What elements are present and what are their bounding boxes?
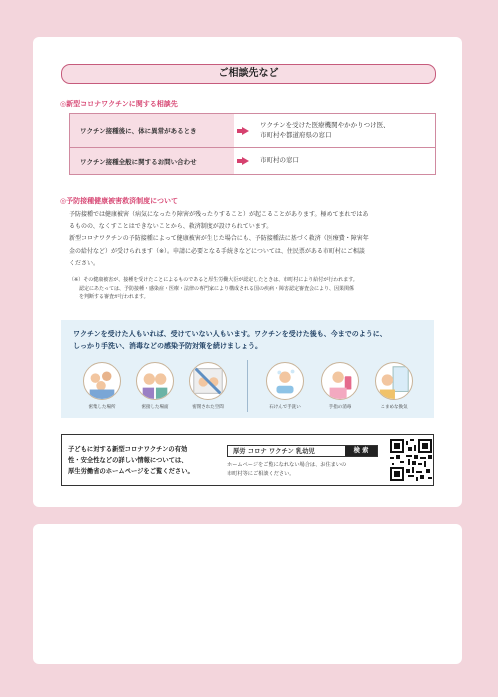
row-value: 市町村の窓口: [260, 156, 299, 165]
caption: こまめな換気: [380, 405, 408, 410]
close-contact-icon: [136, 362, 174, 400]
note-line: （※）その健康被害が、接種を受けたことによるものであると厚生労働大臣が認定したときは、市町村により給付が行われます。: [69, 277, 358, 283]
section-heading-relief: ◎予防接種健康被害救済制度について: [60, 197, 178, 205]
paragraph-line: 新型コロナワクチンの予防接種によって健康被害が生じた場合にも、予防接種法に基づく救済（医療費・障害年: [69, 235, 369, 243]
contact-line: 性・安全性などの詳しい情報については、: [68, 457, 188, 464]
info-contact-box: [61, 434, 434, 486]
sub-line: ホームページをご覧になれない場合は、お住まいの: [227, 462, 347, 468]
arrow-right-icon: [242, 127, 249, 135]
section-heading-consultation: ◎新型コロナワクチンに関する相談先: [60, 100, 178, 108]
search-button: 検 索: [345, 446, 377, 456]
caption: 手指の消毒: [328, 405, 352, 410]
note-line: を判断する審査が行われます。: [69, 294, 149, 301]
table-row: [70, 148, 435, 174]
ventilation-icon: [375, 362, 413, 400]
page-title: ご相談先など: [61, 64, 436, 84]
arrow-right-icon: [242, 157, 249, 165]
page-sheet-bottom: [33, 524, 462, 664]
closed-space-icon: [189, 362, 227, 400]
sub-line: 市町村等にご相談ください。: [227, 470, 295, 477]
divider: [247, 360, 248, 412]
qr-code-icon: [390, 439, 432, 481]
search-query: 厚労 コロナ ワクチン 乳幼児: [233, 448, 315, 455]
row-label: ワクチン接種全般に関するお問い合わせ: [70, 148, 234, 174]
row-value-line: 市町村や都道府県の窓口: [260, 130, 332, 139]
caption: 密集した場所: [88, 405, 116, 410]
table-row: [70, 114, 435, 148]
message-line: しっかり手洗い、消毒などの感染予防対策を続けましょう。: [73, 342, 262, 350]
row-value: [260, 114, 431, 147]
prevention-infobox: [61, 320, 434, 418]
paragraph-line: ください。: [69, 259, 100, 267]
contact-text: [68, 444, 228, 477]
paragraph-line: 金の給付など）が受けられます（※）。申請に必要となる手続きなどについては、住民票がある市町村にご相談: [69, 247, 365, 255]
relief-paragraph: [69, 209, 437, 270]
caption: 密接した場面: [141, 405, 169, 410]
note-line: 認定にあたっては、予防接種・感染症・医療・法律の専門家により構成される国の疾病・障害認定審査会により、因果関係: [69, 285, 355, 292]
row-value-line: ワクチンを受けた医療機関やかかりつけ医、: [260, 120, 390, 129]
consultation-table: [69, 113, 436, 175]
caption: 石けんで手洗い: [269, 405, 301, 410]
hand-sanitizer-icon: [321, 362, 359, 400]
contact-line: 厚生労働省のホームページをご覧ください。: [68, 468, 194, 475]
message-line: ワクチンを受けた人もいれば、受けていない人もいます。ワクチンを受けた後も、今までのように、: [73, 330, 387, 338]
contact-line: 子どもに対する新型コロナワクチンの有効: [68, 446, 188, 453]
caption: 密閉された空間: [192, 405, 224, 410]
relief-note: [69, 276, 437, 302]
prevention-message: [73, 328, 423, 352]
paragraph-line: 予防接種では健康被害（病気になったり障害が残ったりすること）が起こることがあります。極めてまれではあ: [69, 211, 369, 218]
search-box: [227, 445, 378, 457]
handwashing-icon: [266, 362, 304, 400]
crowded-place-icon: [83, 362, 121, 400]
contact-subtext: [227, 461, 387, 478]
paragraph-line: るものの、なくすことはできないことから、救済制度が設けられています。: [69, 223, 273, 231]
row-label: ワクチン接種後に、体に異常があるとき: [70, 114, 234, 147]
